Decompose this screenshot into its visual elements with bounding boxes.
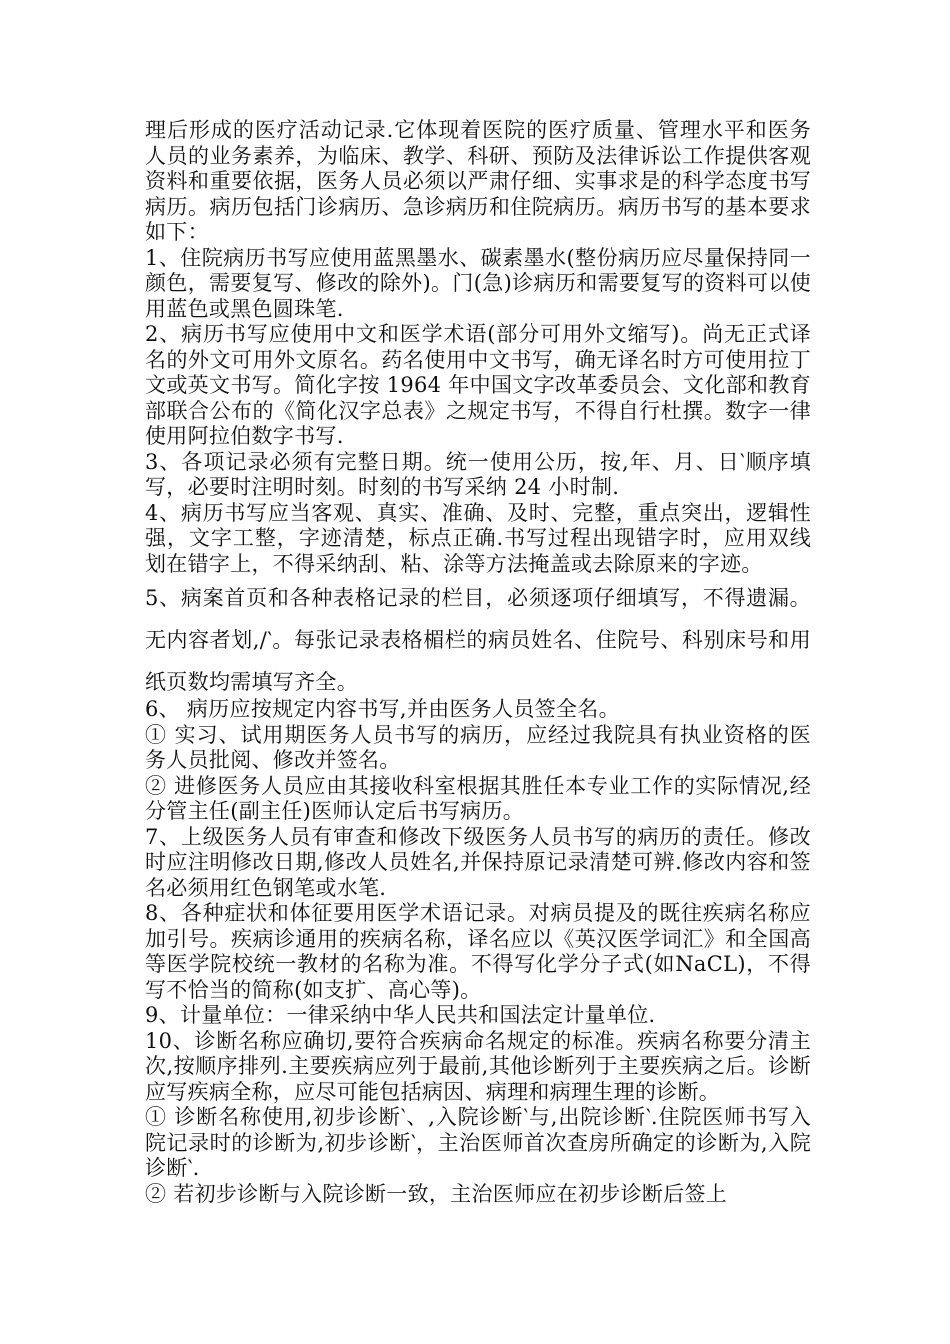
paragraph-rule-10: 10、诊断名称应确切,要符合疾病命名规定的标准。疾病名称要分清主次,按顺序排列.主要疾病应列于最前,其他诊断列于主要疾病之后。诊断应写疾病全称，应尽可能包括病因、病理和病理生理的诊断。	[145, 1028, 811, 1104]
paragraph-rule-6-item-1: ① 实习、试用期医务人员书写的病历，应经过我院具有执业资格的医务人员批阅、修改并签名。	[145, 722, 811, 772]
paragraph-rule-5: 5、病案首页和各种表格记录的栏目，必须逐项仔细填写，不得遗漏。无内容者划,/‵。每张记录表格楣栏的病员姓名、住院号、科别床号和用纸页数均需填写齐全。	[145, 586, 811, 694]
paragraph-rule-10-item-2: ② 若初步诊断与入院诊断一致，主治医师应在初步诊断后签上	[145, 1181, 728, 1206]
paragraph-rule-9: 9、计量单位：一律采纳中华人民共和国法定计量单位.	[145, 1003, 656, 1027]
paragraph-rule-4: 4、病历书写应当客观、真实、准确、及时、完整，重点突出，逻辑性强，文字工整，字迹清楚，标点正确.书写过程出现错字时，应用双线划在错字上，不得采纳刮、粘、涂等方法掩盖或去除原来的字迹。	[145, 500, 811, 576]
document-body	[145, 118, 811, 1207]
paragraph-intro: 理后形成的医疗活动记录.它体现着医院的医疗质量、管理水平和医务人员的业务素养，为临床、教学、科研、预防及法律诉讼工作提供客观资料和重要依据，医务人员必须以严肃仔细、实事求是的科学态度书写病历。病历包括门诊病历、急诊病历和住院病历。病历书写的基本要求如下：	[145, 118, 811, 244]
paragraph-rule-8: 8、各种症状和体征要用医学术语记录。对病员提及的既往疾病名称应加引号。疾病诊通用的疾病名称，译名应以《英汉医学词汇》和全国高等医学院校统一教材的名称为准。不得写化学分子式(如NaCL)，不得写不恰当的简称(如支扩、高心等)。	[145, 901, 811, 1002]
paragraph-rule-1: 1、住院病历书写应使用蓝黑墨水、碳素墨水(整份病历应尽量保持同一颜色，需要复写、修改的除外)。门(急)诊病历和需要复写的资料可以使用蓝色或黑色圆珠笔.	[145, 245, 811, 321]
paragraph-rule-10-item-1: ① 诊断名称使用,初步诊断‵、,入院诊断‵与,出院诊断‵.住院医师书写入院记录时的诊断为,初步诊断‵，主治医师首次查房所确定的诊断为,入院诊断‵.	[145, 1105, 811, 1180]
paragraph-rule-3: 3、各项记录必须有完整日期。统一使用公历，按,年、月、日‵顺序填写，必要时注明时刻。时刻的书写采纳 24 小时制.	[145, 449, 811, 499]
paragraph-rule-7: 7、上级医务人员有审查和修改下级医务人员书写的病历的责任。修改时应注明修改日期,修改人员姓名,并保持原记录清楚可辨.修改内容和签名必须用红色钢笔或水笔.	[145, 824, 811, 900]
paragraph-rule-6: 6、 病历应按规定内容书写,并由医务人员签全名。	[145, 697, 620, 721]
paragraph-rule-2: 2、病历书写应使用中文和医学术语(部分可用外文缩写)。尚无正式译名的外文可用外文原名。药名使用中文书写，确无译名时方可使用拉丁文或英文书写。简化字按 1964 年中国文字改革委员会、文化部和教育部联合公布的《简化汉字总表》之规定书写，不得自行杜撰。数字一律使用阿拉伯数字书写.	[145, 322, 811, 448]
paragraph-rule-6-item-2: ② 进修医务人员应由其接收科室根据其胜任本专业工作的实际情况,经分管主任(副主任)医师认定后书写病历。	[145, 773, 811, 823]
